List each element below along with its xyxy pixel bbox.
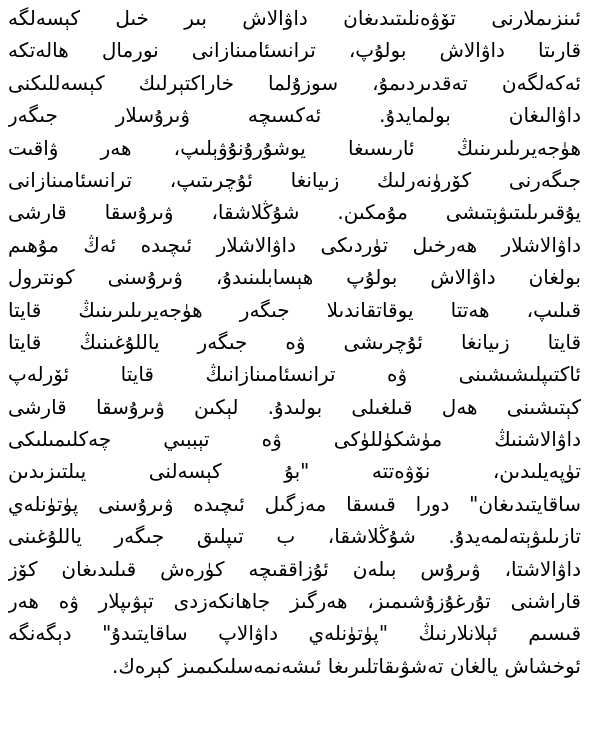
- text-line: جىگەرنى كۆرۈنەرلىك زىيانغا ئۇچرىتىپ، ترانسئامىنازانى: [8, 167, 581, 192]
- text-line: ئەكەلگەن تەقدىردىمۇ، سوزۇلما خاراكتېرلىك كېسەللىكنى: [8, 70, 581, 95]
- text-line: قىسىم ئېلانلارنىڭ "پۈتۈنلەي داۋالاپ ساقايتىدۇ" دېگەنگە: [8, 621, 581, 646]
- text-line: يۇقىرىلىتىۋېتىشى مۇمكىن. شۇڭلاشقا، ۋىرۇسقا قارشى: [8, 200, 581, 225]
- text-line: قىلىپ، ھەتتا يوقاتقاندىلا جىگەر ھۈجەيرىلىرىنىڭ قايتا: [8, 297, 581, 322]
- text-line: ئوخشاش يالغان تەشۋىقاتلىرىغا ئىشەنمەسلىكىمىز كېرەك.: [111, 653, 581, 678]
- text-line: كېتىشىنى ھەل قىلغىلى بولىدۇ. لېكىن ۋىرۇسقا قارشى: [8, 394, 581, 419]
- text-line: داۋالاشلار ھەرخىل تۈردىكى داۋالاشلار ئىچىدە ئەڭ مۇھىم: [8, 232, 581, 257]
- text-line: ساقايتىدىغان" دورا قىسقا مەزگىل ئىچىدە ۋىرۇسنى پۈتۈنلەي: [8, 491, 581, 516]
- text-line: ئىنزىملارنى تۆۋەنلىتىدىغان داۋالاش بىر خىل كېسەلگە: [8, 6, 581, 30]
- text-line: قارىتا داۋالاش بولۇپ، ترانسئامىنازانى نورمال ھالەتكە: [8, 38, 581, 63]
- text-line: داۋالاشتا، ۋىرۇس بىلەن ئۇزاققىچە كۈرەش قىلىدىغان كۆز: [8, 556, 581, 581]
- text-line: قايتا زىيانغا ئۇچرىشى ۋە جىگەر ياللۇغىنىڭ قايتا: [8, 329, 581, 354]
- text-line: داۋالاشنىڭ مۈشكۈللۈكى ۋە تېببىي چەكلىمىلىكى: [8, 427, 581, 452]
- text-line: تازىلىۋېتەلمەيدۇ. شۇڭلاشقا، ب تىپلىق جىگەر ياللۇغىنى: [8, 524, 581, 549]
- text-line: ئاكتىپلىشىشىنى ۋە ترانسئامىنازانىڭ قايتا ئۆرلەپ: [8, 362, 581, 387]
- text-line: داۋالىغان بولمايدۇ. ئەكسىچە ۋىرۇسلار جىگەر: [8, 103, 581, 128]
- text-line: ھۈجەيرىلىرىنىڭ ئارىسىغا يوشۇرۇنۇۋېلىپ، ھەر ۋاقىت: [8, 135, 581, 160]
- text-line: تۈپەيلىدىن، نۆۋەتتە "بۇ كېسەلنى يىلتىزىدىن: [8, 459, 581, 484]
- article-text: [8, 2, 581, 682]
- text-line: بولغان داۋالاش بولۇپ ھېسابلىنىدۇ، ۋىرۇسنى كونترول: [8, 265, 581, 290]
- text-line: قاراشنى تۇرغۇزۇشىمىز، ھەرگىز جاھانكەزدى تېۋىپلار ۋە ھەر: [8, 589, 581, 614]
